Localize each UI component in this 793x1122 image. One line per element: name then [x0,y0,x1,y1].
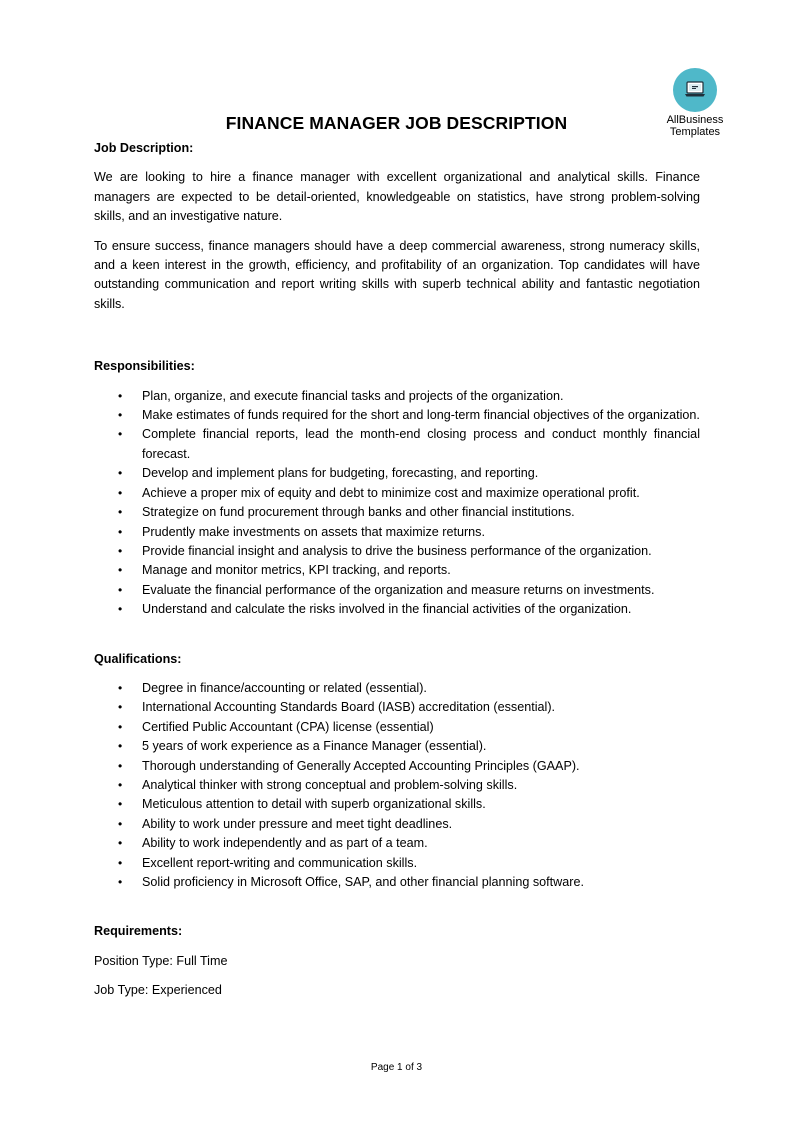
list-item-text: Prudently make investments on assets that maximize returns. [142,524,485,539]
bullet-icon: • [118,758,123,773]
list-item [94,795,700,814]
list-item [94,464,700,483]
qualifications-heading: Qualifications: [94,651,182,666]
list-item [94,542,700,561]
list-item-text: Ability to work independently and as part of a team. [142,836,428,851]
list-item [94,854,700,873]
bullet-icon: • [118,739,123,754]
list-item-text: Meticulous attention to detail with superb organizational skills. [142,797,486,812]
bullet-icon: • [118,680,123,695]
bullet-icon: • [118,875,123,889]
list-item-text: International Accounting Standards Board (IASB) accreditation (essential). [142,700,556,715]
list-item-text: Provide financial insight and analysis to drive the business performance of the organization. [142,543,652,558]
position-type: Position Type: Full Time [94,953,228,968]
list-item [94,776,700,795]
logo-line-2: Templates [669,126,721,138]
list-item-text: Excellent report-writing and communication skills. [142,855,418,870]
list-item [94,815,700,834]
list-item-text: Certified Public Accountant (CPA) license (essential) [142,719,434,734]
list-item-text: Strategize on fund procurement through banks and other financial institutions. [142,505,575,520]
job-description-heading: Job Description: [94,141,194,155]
list-item-text: Degree in finance/accounting or related (essential). [142,680,427,695]
bullet-icon: • [118,700,123,715]
list-item-text: Understand and calculate the risks involved in the financial activities of the organization. [142,602,632,617]
list-item [94,737,700,756]
list-item [94,503,700,522]
document-title: FINANCE MANAGER JOB DESCRIPTION [225,113,568,133]
list-item-text: Thorough understanding of Generally Accepted Accounting Principles (GAAP). [142,758,580,773]
list-item-text: Manage and monitor metrics, KPI tracking, and reports. [142,563,451,578]
document-body [94,139,700,1011]
bullet-icon: • [118,524,123,539]
list-item [94,698,700,717]
list-item [94,679,700,698]
list-item-text: Plan, organize, and execute financial tasks and projects of the organization. [142,388,564,403]
qualifications-list [94,679,700,892]
list-item [94,561,700,580]
logo-line-1: AllBusiness [666,114,724,126]
list-item [94,484,700,503]
list-item-text: Analytical thinker with strong conceptual and problem-solving skills. [142,777,518,792]
list-item [94,425,700,464]
list-item [94,834,700,853]
list-item-text: Ability to work under pressure and meet tight deadlines. [142,816,453,831]
list-item-text: Solid proficiency in Microsoft Office, SAP, and other financial planning software. [142,875,584,889]
bullet-icon: • [118,836,123,851]
list-item-text: Develop and implement plans for budgeting, forecasting, and reporting. [142,466,539,481]
bullet-icon: • [118,582,123,597]
laptop-icon [673,68,717,112]
list-item [94,757,700,776]
list-item-text: Achieve a proper mix of equity and debt to minimize cost and maximize operational profit. [142,485,640,500]
bullet-icon: • [118,602,123,617]
bullet-icon: • [118,485,123,500]
bullet-icon: • [118,543,123,558]
list-item-text: 5 years of work experience as a Finance Manager (essential). [142,739,487,754]
bullet-icon: • [118,388,123,403]
bullet-icon: • [118,777,123,792]
responsibilities-heading: Responsibilities: [94,359,195,374]
job-description-paragraph-1: We are looking to hire a finance manager with excellent organizational and analytical skills. Finance managers are expected to be detail-oriented, knowledgeable on statistics, have strong problem-solving skills, and an investigative nature. [94,170,700,224]
job-description-paragraph-2: To ensure success, finance managers should have a deep commercial awareness, strong numeracy skills, and a keen interest in the growth, efficiency, and profitability of an organization. Top candidates will have outstanding communication and report writing skills with superb technical ability and fantastic negotiation skills. [94,238,700,311]
list-item [94,581,700,600]
bullet-icon: • [118,408,123,423]
bullet-icon: • [118,466,123,481]
bullet-icon: • [118,719,123,734]
list-item [94,523,700,542]
job-type: Job Type: Experienced [94,983,222,998]
list-item [94,873,700,892]
bullet-icon: • [118,855,123,870]
requirements-heading: Requirements: [94,924,183,939]
list-item-text: Evaluate the financial performance of the organization and measure returns on investments. [142,582,655,597]
list-item [94,406,700,425]
bullet-icon: • [118,427,123,442]
list-item [94,387,700,406]
responsibilities-list [94,387,700,620]
bullet-icon: • [118,505,123,520]
bullet-icon: • [118,797,123,812]
list-item [94,600,700,619]
page-number: Page 1 of 3 [370,1062,423,1073]
list-item [94,718,700,737]
list-item-text: Complete financial reports, lead the month-end closing process and conduct monthly financial forecast. [142,427,700,461]
bullet-icon: • [118,816,123,831]
list-item-text: Make estimates of funds required for the short and long-term financial objectives of the organization. [142,408,700,423]
bullet-icon: • [118,563,123,578]
